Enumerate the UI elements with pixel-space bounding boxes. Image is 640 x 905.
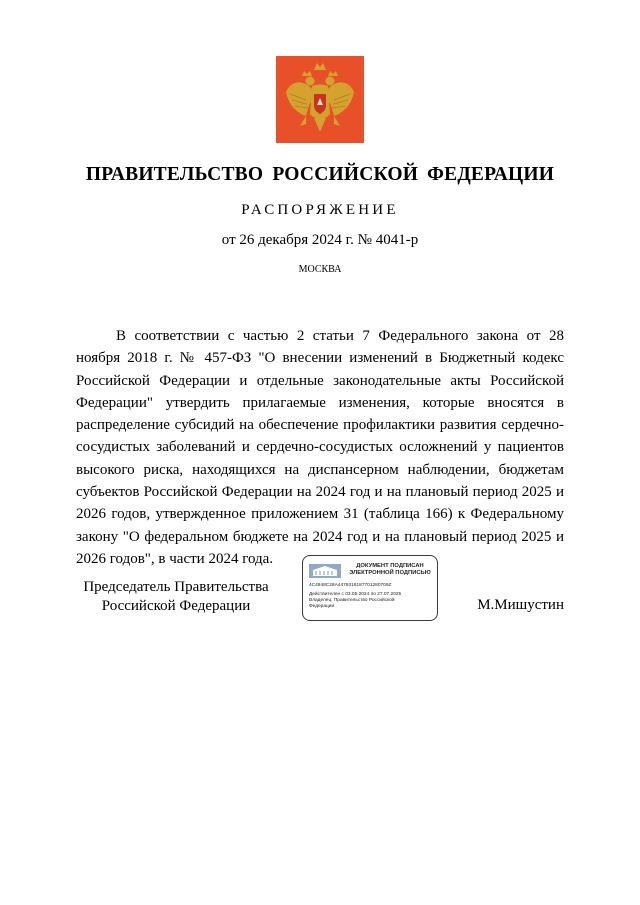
signatory-name: М.Мишустин [477, 597, 564, 613]
stamp-title-line1: ДОКУМЕНТ ПОДПИСАН [356, 563, 424, 569]
stamp-validity: Действителен с 03.05.2024 по 27.07.2025 [309, 592, 402, 597]
russian-coat-of-arms-icon [276, 56, 364, 143]
document-type: РАСПОРЯЖЕНИЕ [241, 202, 399, 218]
stamp-owner-line1: Владелец: Правительство Российской [309, 598, 395, 603]
signatory-role [76, 578, 276, 616]
stamp-title [343, 563, 437, 577]
order-text: В соответствии с частью 2 статьи 7 Федерального закона от 28 ноября 2018 г. № 457-ФЗ "О внесении изменений в Бюджетный кодекс Российской Федерации и отдельные законодательные акты Российской Федерации" утвердить прилагаемые изменения, которые вносятся в распределение субсидий на обеспечение профилактики развития сердечно-сосудистых заболеваний и сердечно-сосудистых осложнений у пациентов высокого риска, находящихся на диспансерном наблюдении, бюджетам субъектов Российской Федерации на 2024 год и на плановый период 2025 и 2026 годов, утвержденное приложением 31 (таблица 166) к Федеральному закону "О федеральном бюджете на 2024 год и на плановый период 2025 и 2026 годов", в части 2024 года. [76, 328, 564, 567]
signatory-role-line2: Российской Федерации [101, 598, 251, 614]
stamp-certificate-serial: 4C4848C28A4479318187701280709Z [309, 583, 392, 588]
document-city: МОСКВА [298, 264, 342, 275]
electronic-signature-stamp [302, 555, 438, 621]
stamp-title-line2: ЭЛЕКТРОННОЙ ПОДПИСЬЮ [349, 570, 431, 576]
government-title: ПРАВИТЕЛЬСТВО РОССИЙСКОЙ ФЕДЕРАЦИИ [85, 164, 555, 185]
document-date-number: от 26 декабря 2024 г. № 4041-р [221, 232, 419, 248]
stamp-owner-line2: Федерации [309, 604, 335, 609]
signatory-role-line1: Председатель Правительства [83, 579, 269, 595]
government-building-icon [309, 564, 341, 578]
